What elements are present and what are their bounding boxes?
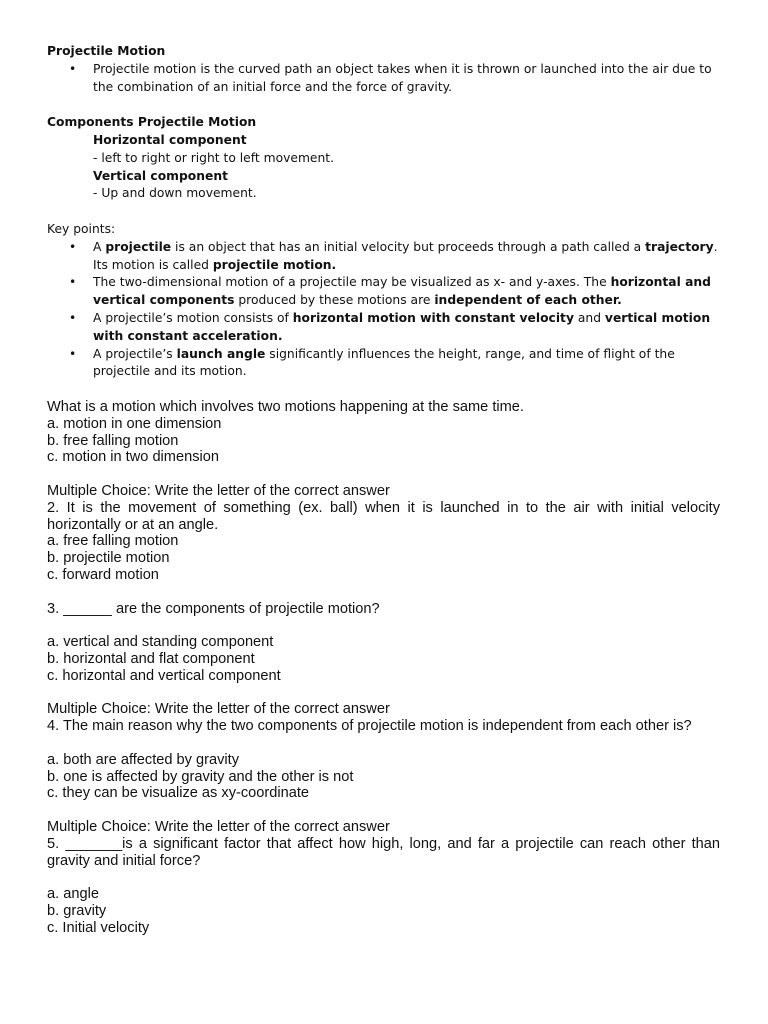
bullet-icon: • <box>69 275 77 290</box>
question-2-instruction: Multiple Choice: Write the letter of the correct answer <box>47 482 390 499</box>
key-points-title: Key points: <box>47 221 116 236</box>
horizontal-component-title: Horizontal component <box>93 132 247 147</box>
question-3-option-b: b. horizontal and flat component <box>47 650 255 667</box>
question-2-option-a: a. free falling motion <box>47 533 179 550</box>
question-5-instruction: Multiple Choice: Write the letter of the correct answer <box>47 818 390 835</box>
definition-item <box>47 61 727 97</box>
question-1-option-a: a. motion in one dimension <box>47 415 222 432</box>
question-2-option-c: c. forward motion <box>47 566 159 583</box>
question-5-text: 5. _______is a significant factor that affect how high, long, and far a projectile can reach other than gravity and initial force? <box>47 835 720 869</box>
bullet-icon: • <box>69 310 77 325</box>
section-title-projectile-motion: Projectile Motion <box>47 44 166 58</box>
quiz-section <box>47 399 720 937</box>
question-3-text: 3. ______ are the components of projectile motion? <box>47 600 380 617</box>
question-2-text: 2. It is the movement of something (ex. ball) when it is launched in to the air with initial velocity horizontally or at an angle. <box>47 499 720 533</box>
question-4-option-b: b. one is affected by gravity and the other is not <box>47 768 354 785</box>
lesson-notes <box>47 43 727 381</box>
question-1-option-b: b. free falling motion <box>47 432 179 449</box>
question-4-option-c: c. they can be visualize as xy-coordinate <box>47 785 310 802</box>
bullet-icon: • <box>69 346 77 361</box>
vertical-component-title: Vertical component <box>93 168 228 183</box>
key-points-list <box>47 239 727 381</box>
question-3-option-a: a. vertical and standing component <box>47 634 274 651</box>
question-5-option-a: a. angle <box>47 886 99 903</box>
question-1-option-c: c. motion in two dimension <box>47 449 219 466</box>
question-1-text: What is a motion which involves two motions happening at the same time. <box>47 399 524 415</box>
question-5-option-c: c. Initial velocity <box>47 919 150 936</box>
key-point-item: • A projectile’s motion consists of horizontal motion with constant velocity and vertical motion with constant acceleration. <box>69 310 711 343</box>
definition-text: Projectile motion is the curved path an object takes when it is thrown or launched into the air due to the combination of an initial force and the force of gravity. <box>93 61 712 94</box>
question-5-option-b: b. gravity <box>47 902 107 919</box>
key-point-item: • A projectile’s launch angle significantly influences the height, range, and time of flight of the projectile and its motion. <box>69 346 675 379</box>
horizontal-component-desc: - left to right or right to left movement. <box>93 150 335 165</box>
key-point-item: • The two-dimensional motion of a projectile may be visualized as x- and y-axes. The horizontal and vertical components produced by these motions are independent of each other. <box>69 275 711 308</box>
question-2-option-b: b. projectile motion <box>47 550 170 567</box>
question-3-option-c: c. horizontal and vertical component <box>47 667 281 684</box>
key-point-item: • A projectile is an object that has an initial velocity but proceeds through a path called a trajectory. Its motion is called projectile motion. <box>69 239 718 272</box>
definition-list <box>47 61 727 97</box>
bullet-icon: • <box>69 61 77 76</box>
question-4-text: 4. The main reason why the two components of projectile motion is independent from each other is? <box>47 718 692 735</box>
question-4-instruction: Multiple Choice: Write the letter of the correct answer <box>47 701 390 718</box>
section-title-components: Components Projectile Motion <box>47 115 257 130</box>
question-4-option-a: a. both are affected by gravity <box>47 751 239 768</box>
bullet-icon: • <box>69 239 77 254</box>
vertical-component-desc: - Up and down movement. <box>93 186 257 201</box>
